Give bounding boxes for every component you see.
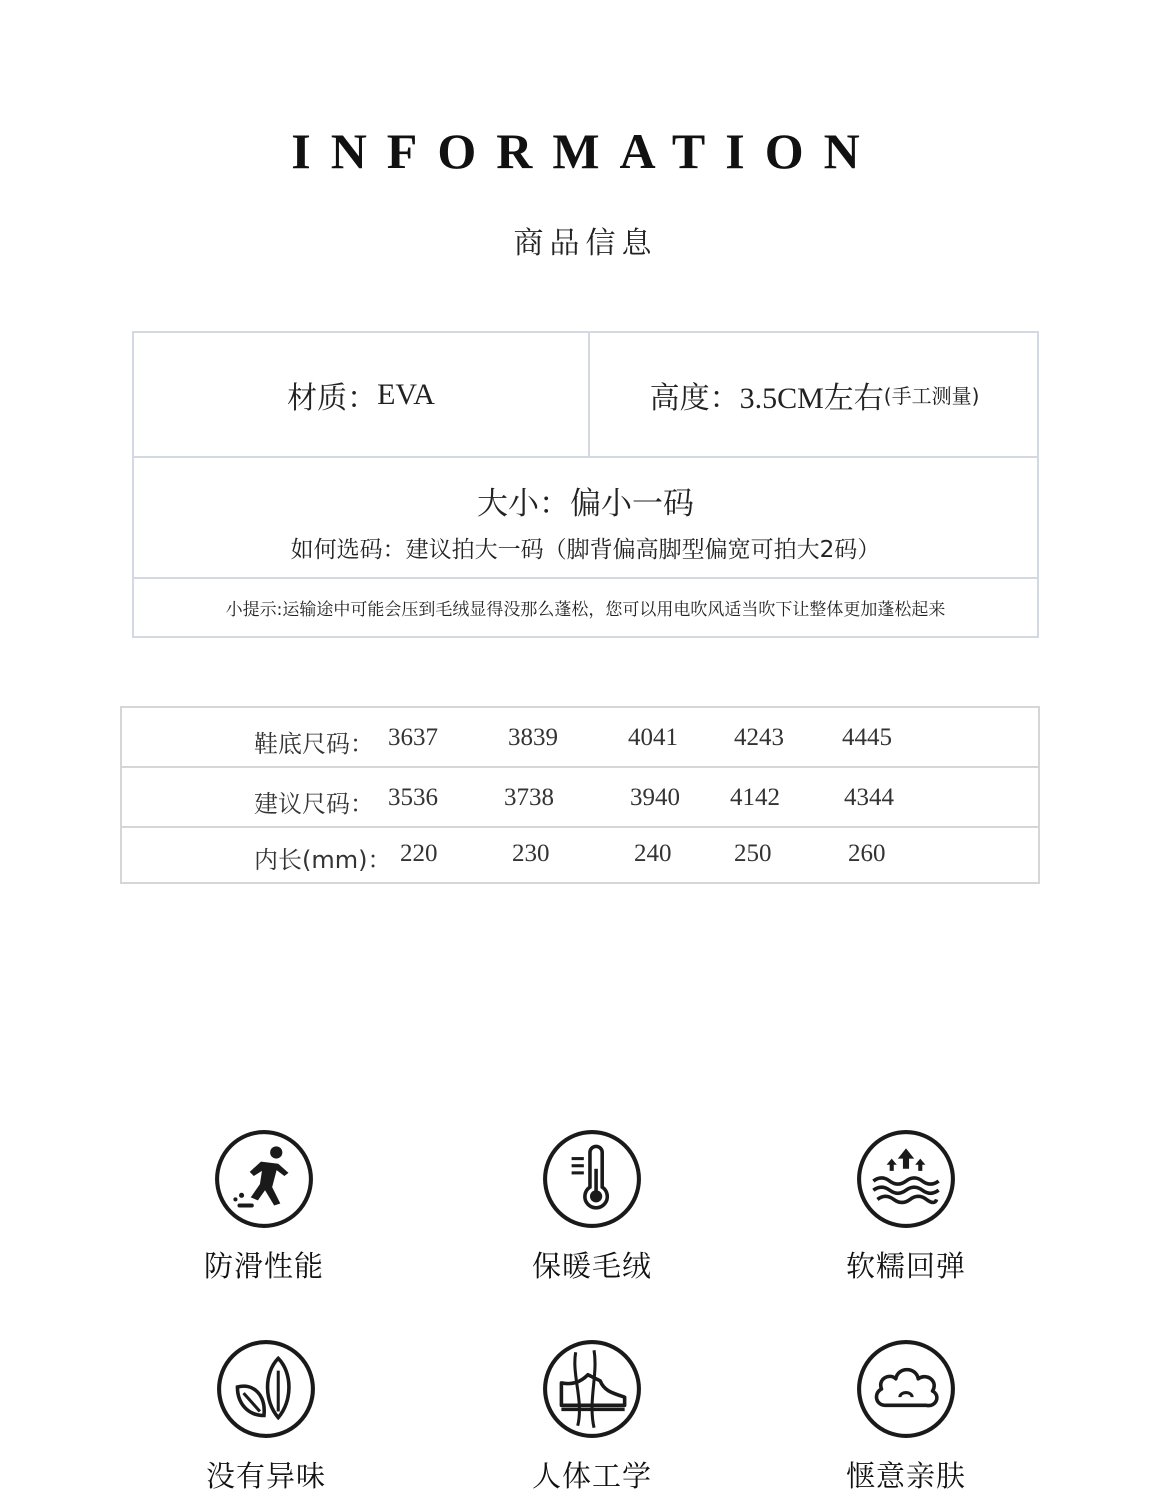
feature-label: 防滑性能: [203, 1249, 324, 1283]
table-row: [122, 768, 1038, 828]
feature-label: 软糯回弹: [845, 1249, 966, 1283]
height-value: 3.5CM左右: [739, 381, 884, 415]
table-cell: 3637: [388, 724, 438, 751]
material-value: EVA: [377, 377, 435, 411]
table-row: [122, 708, 1038, 768]
height-label: 高度：: [649, 380, 740, 416]
page-subtitle: 商品信息: [513, 226, 658, 261]
feature-label: 人体工学: [531, 1459, 652, 1493]
height-note: (手工测量): [883, 384, 980, 408]
info-row-size: [134, 456, 1037, 579]
feature-ergonomic: [462, 1338, 722, 1495]
feature-no-odor: [136, 1338, 396, 1495]
size-advice-text: 如何选码：建议拍大一码（脚背偏高脚型偏宽可拍大2码）: [290, 537, 881, 563]
table-cell: 4445: [842, 724, 892, 751]
table-cell: 4041: [628, 724, 678, 751]
table-cell: 220: [400, 840, 438, 867]
cloud-icon: [855, 1338, 957, 1440]
table-cell: 3738: [504, 784, 554, 811]
feature-soft-rebound: [776, 1128, 1036, 1285]
feature-label: 惬意亲肤: [845, 1459, 966, 1493]
table-cell: 3940: [630, 784, 680, 811]
feature-label: 没有异味: [205, 1459, 326, 1493]
row-label: 内长(mm)：: [254, 846, 392, 874]
table-cell: 4344: [844, 784, 894, 811]
leaf-icon: [215, 1338, 317, 1440]
anti-slip-icon: [213, 1128, 315, 1230]
feature-warm-plush: [462, 1128, 722, 1285]
size-fit-text: 大小：偏小一码: [477, 486, 694, 522]
height-cell: [590, 333, 1039, 456]
rebound-icon: [855, 1128, 957, 1230]
row-label: 建议尺码：: [254, 790, 374, 818]
table-cell: 3839: [508, 724, 558, 751]
table-cell: 4243: [734, 724, 784, 751]
table-cell: 230: [512, 840, 550, 867]
info-row-tip: [134, 579, 1037, 636]
table-cell: 260: [848, 840, 886, 867]
material-label: 材质：: [287, 380, 378, 416]
thermometer-icon: [541, 1128, 643, 1230]
tip-text: 小提示:运输途中可能会压到毛绒显得没那么蓬松，您可以用电吹风适当吹下让整体更加蓬松起来: [225, 600, 946, 620]
feature-anti-slip: [134, 1128, 394, 1285]
material-cell: [134, 333, 590, 456]
product-info-table: [132, 331, 1039, 638]
table-cell: 240: [634, 840, 672, 867]
table-cell: 3536: [388, 784, 438, 811]
table-cell: 250: [734, 840, 772, 867]
ergonomic-shoe-icon: [541, 1338, 643, 1440]
size-chart-table: [120, 706, 1040, 884]
info-row-material-height: [134, 333, 1037, 458]
row-label: 鞋底尺码：: [254, 730, 374, 758]
feature-label: 保暖毛绒: [531, 1249, 652, 1283]
feature-skin-friendly: [776, 1338, 1036, 1495]
table-row: [122, 828, 1038, 882]
page-title: INFORMATION: [291, 123, 880, 179]
table-cell: 4142: [730, 784, 780, 811]
